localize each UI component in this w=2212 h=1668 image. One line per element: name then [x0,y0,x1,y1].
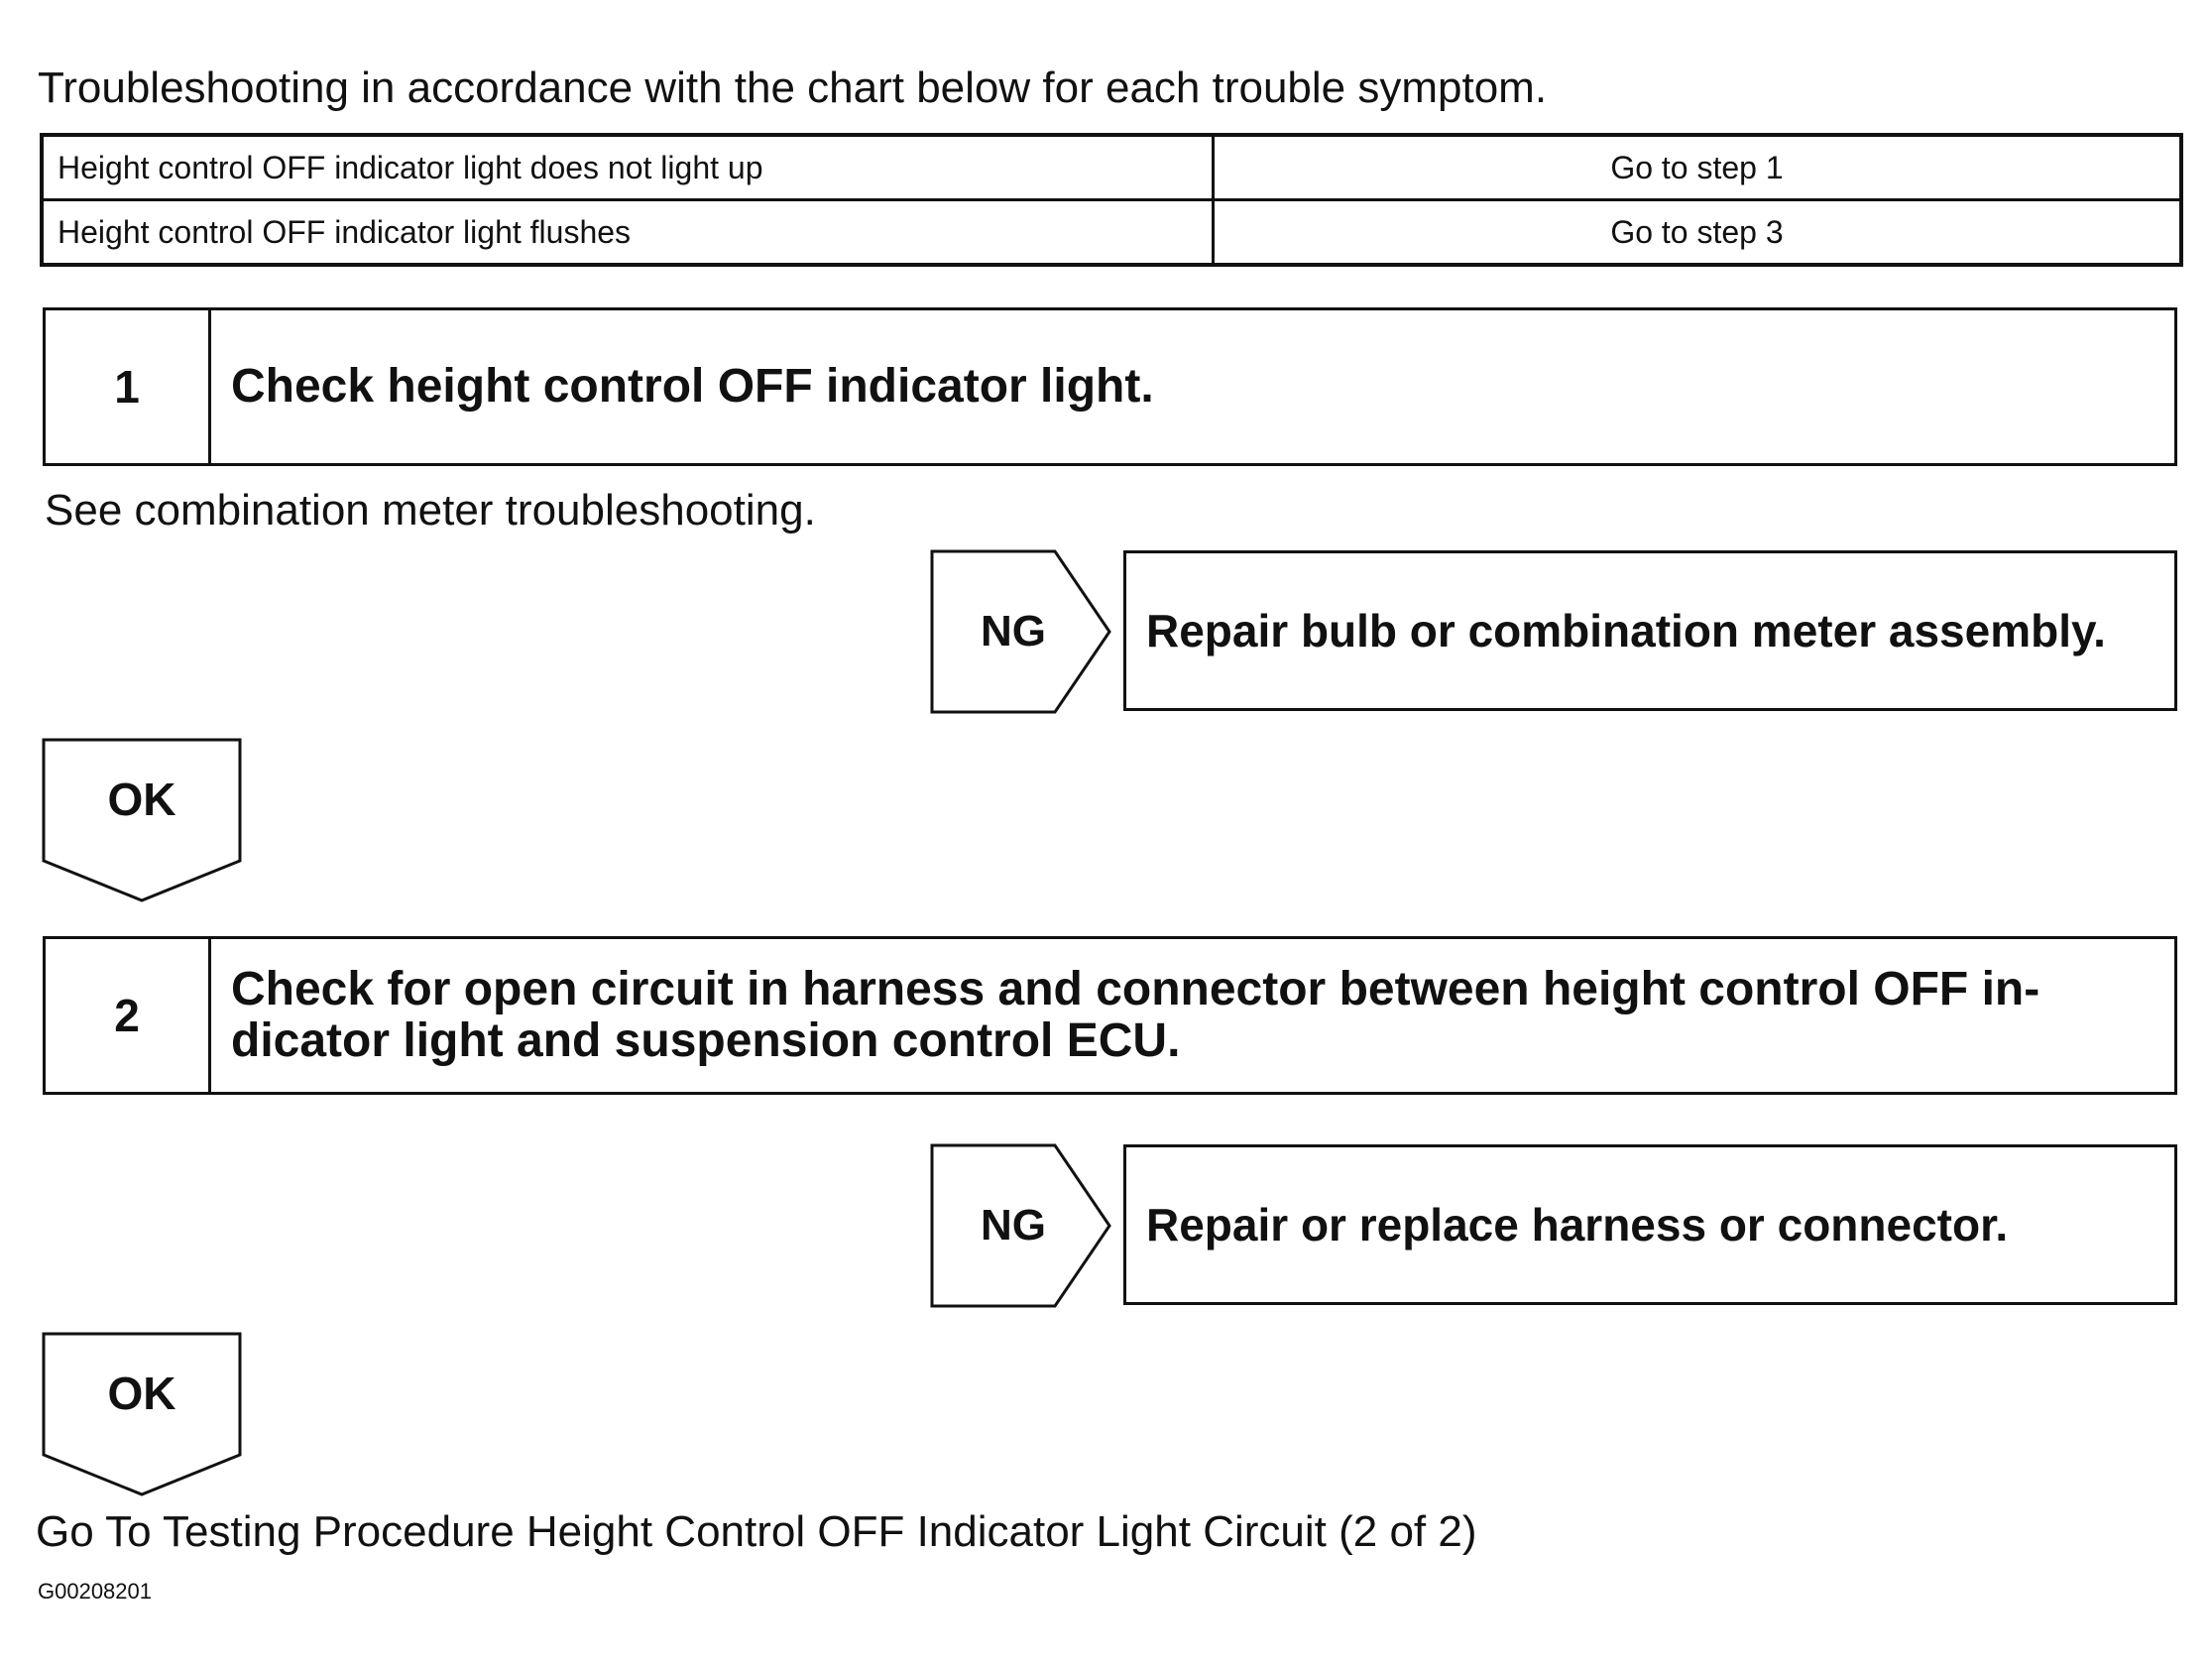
ok-arrow [42,738,242,902]
step-title [211,939,2174,1092]
ng-result-box: Repair bulb or combination meter assembly. [1123,550,2177,711]
step-note: See combination meter troubleshooting. [45,486,816,535]
footer-link-text: Go To Testing Procedure Height Control OFF Indicator Light Circuit (2 of 2) [36,1507,1477,1556]
step-number: 1 [46,310,211,463]
symptom-cell: Height control OFF indicator light does not light up [42,135,1214,200]
action-cell: Go to step 3 [1214,200,2182,266]
ng-arrow [930,1143,1113,1308]
ng-label: NG [981,607,1046,655]
symptom-table [40,133,2183,267]
intro-text: Troubleshooting in accordance with the chart below for each trouble symptom. [38,63,1548,112]
action-cell: Go to step 1 [1214,135,2182,200]
step-title-line: Check for open circuit in harness and connector between height control OFF in- [231,963,2040,1015]
symptom-cell: Height control OFF indicator light flushes [42,200,1214,266]
ng-result-box: Repair or replace harness or connector. [1123,1144,2177,1305]
step-2-box [43,936,2177,1095]
step-number: 2 [46,939,211,1092]
table-row [42,200,2181,266]
ok-arrow [42,1332,242,1496]
ng-label: NG [981,1201,1046,1250]
ok-label: OK [107,774,176,825]
ok-label: OK [107,1368,176,1419]
step-title: Check height control OFF indicator light. [231,360,1154,413]
step-title-line: dicator light and suspension control ECU. [231,1014,1181,1067]
ng-arrow [930,549,1113,714]
step-1-box [43,307,2177,466]
table-row [42,135,2181,200]
figure-id: G00208201 [38,1579,152,1604]
